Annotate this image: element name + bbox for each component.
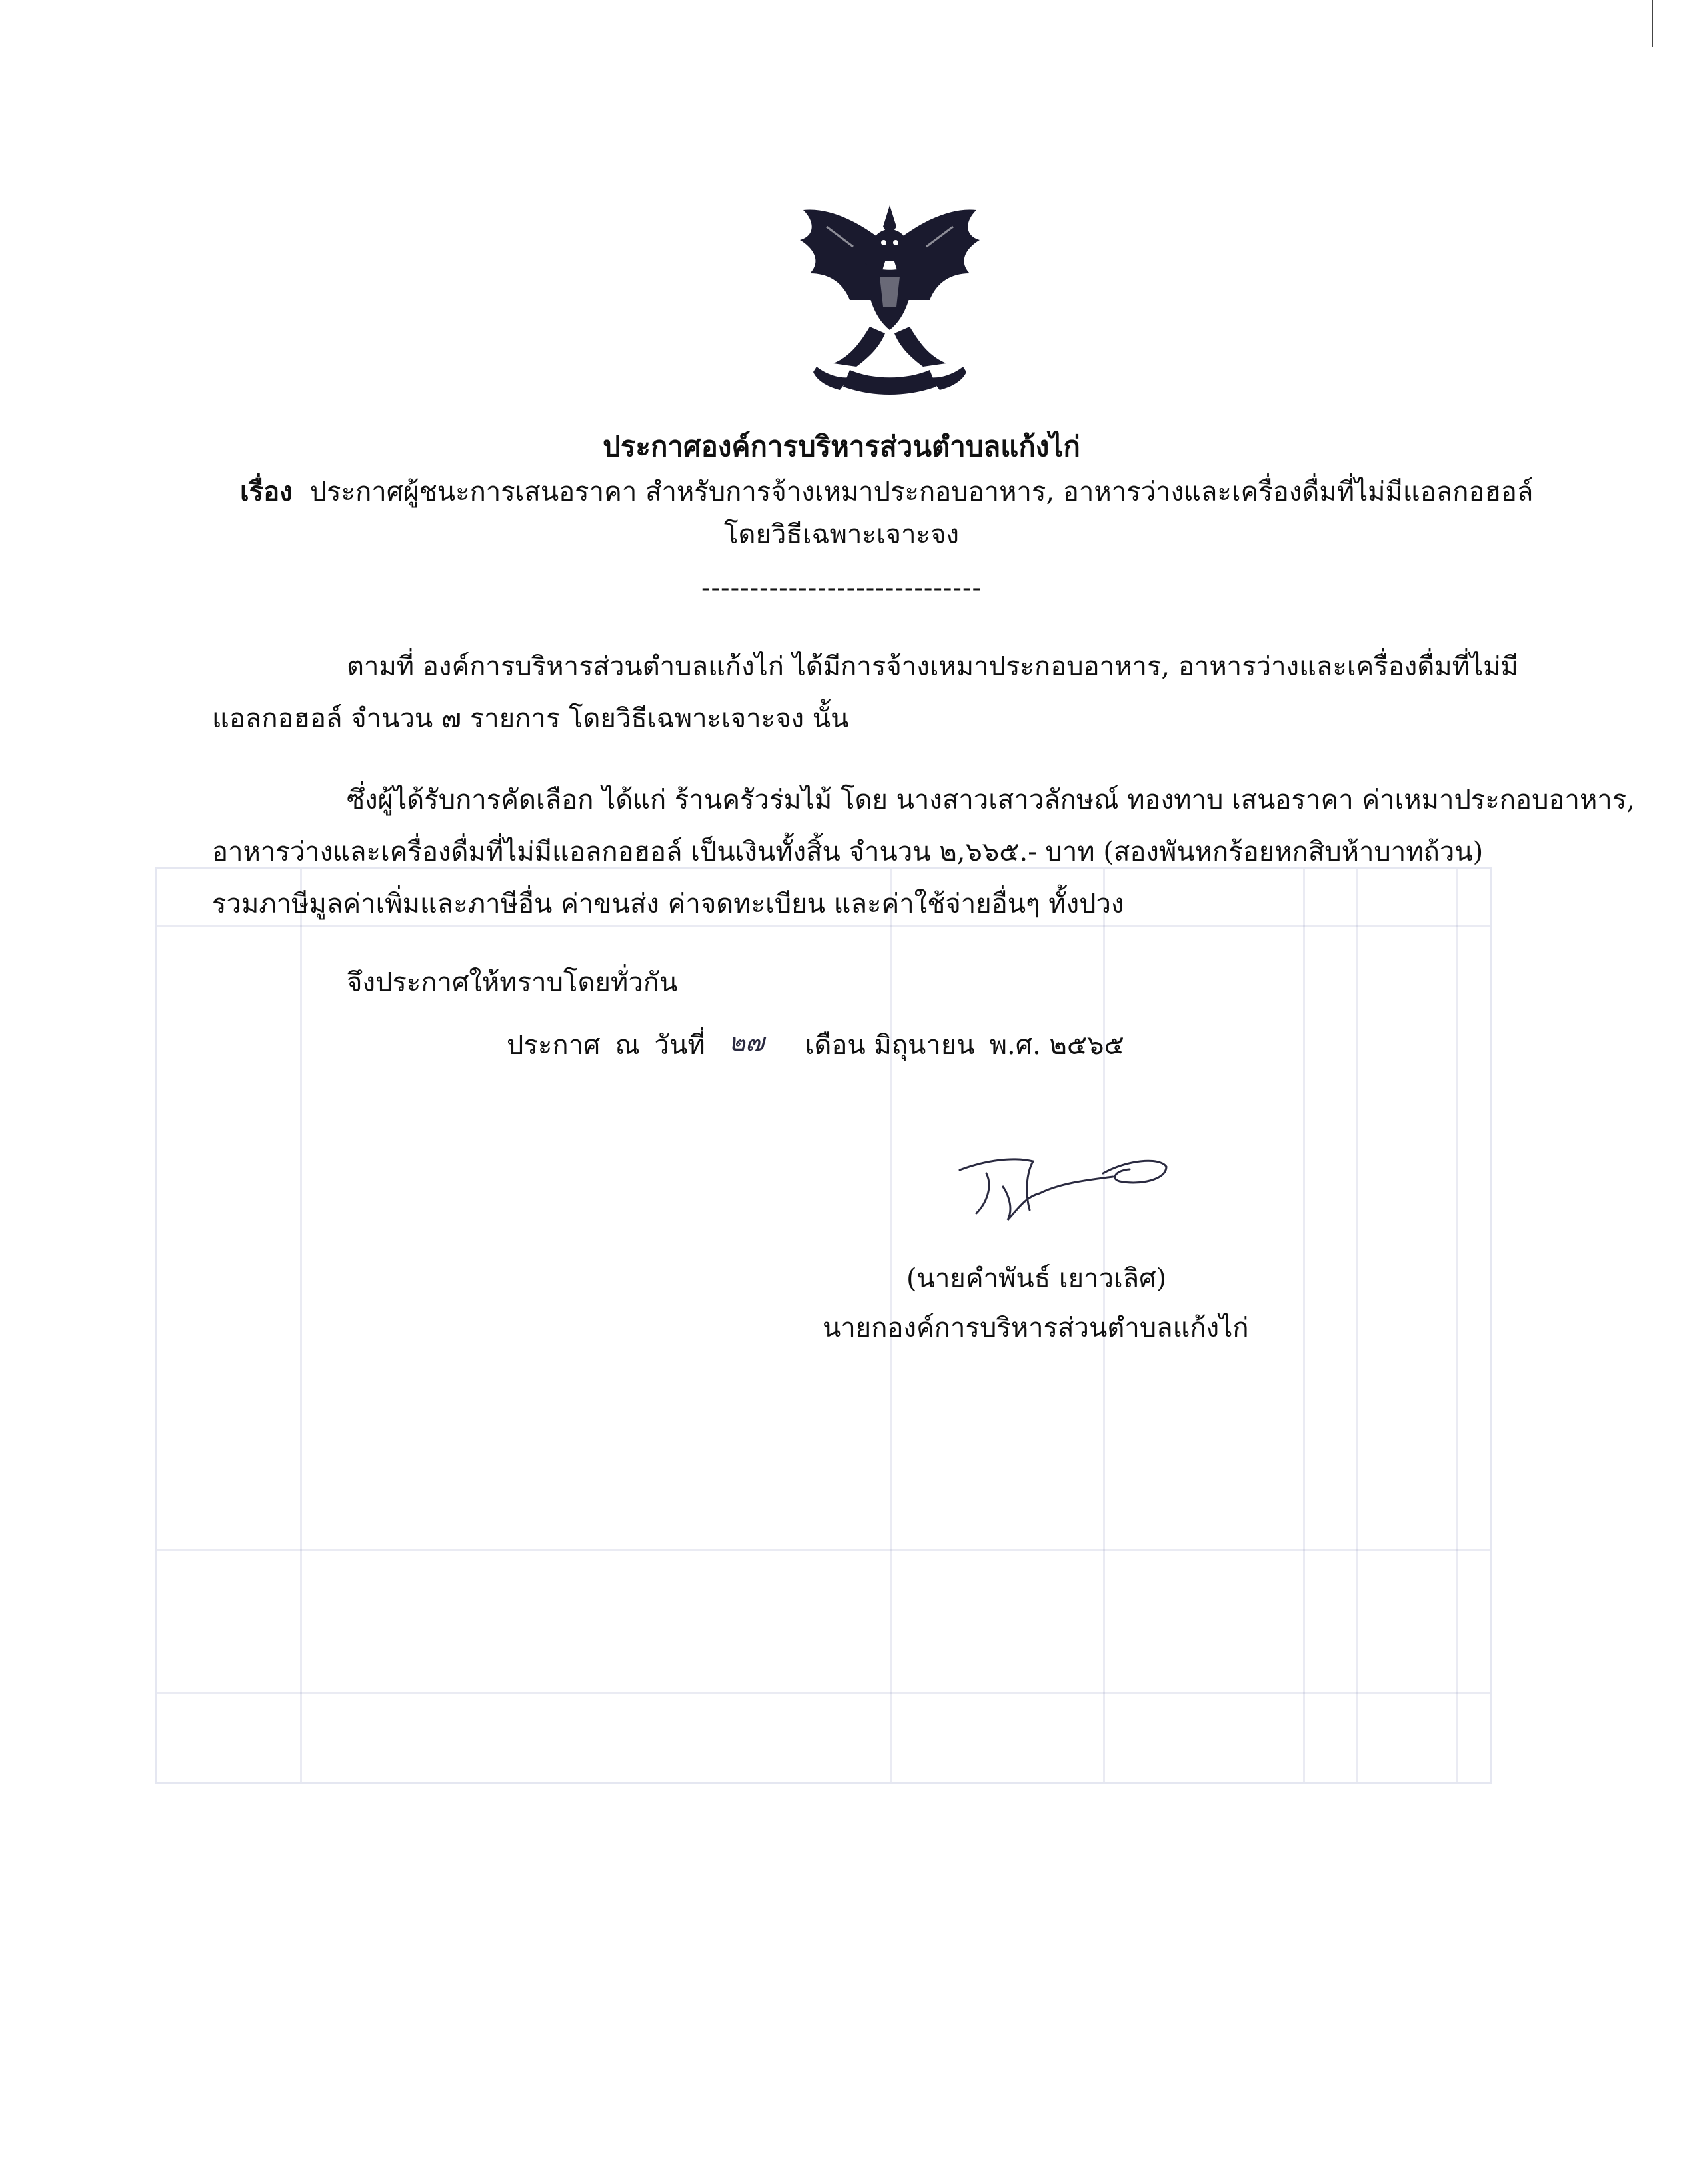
handwritten-day: [723, 1024, 797, 1061]
subject-label: เรื่อง: [240, 476, 293, 507]
document-title: ประกาศองค์การบริหารส่วนตำบลแก้งไก่: [603, 430, 1080, 463]
day-label: วันที่: [654, 1030, 705, 1061]
procurement-method: โดยวิธีเฉพาะเจาะจง: [723, 519, 960, 550]
announcement-line: จึงประกาศให้ทราบโดยทั่วกัน: [347, 967, 678, 998]
paragraph-2-line-3: รวมภาษีมูลค่าเพิ่มและภาษีอื่น ค่าขนส่ง ค่าจดทะเบียน และค่าใช้จ่ายอื่นๆ ทั้งปวง: [212, 889, 1124, 919]
section-divider: -----------------------------: [701, 573, 982, 603]
paragraph-2-line-2: อาหารว่างและเครื่องดื่มที่ไม่มีแอลกอฮอล์ เป็นเงินทั้งสิ้น จำนวน ๒,๖๖๕.- บาท (สองพันหกร้อยหกสิบห้าบาทถ้วน): [212, 837, 1484, 867]
date-line: [507, 1025, 1124, 1065]
handwritten-signature: [946, 1147, 1173, 1227]
date-at: ณ: [615, 1030, 640, 1061]
signer-name: (นายคำพันธ์ เยาวเลิศ): [906, 1263, 1167, 1294]
signer-position: นายกองค์การบริหารส่วนตำบลแก้งไก่: [823, 1313, 1249, 1343]
subject-text: ประกาศผู้ชนะการเสนอราคา สำหรับการจ้างเหมาประกอบอาหาร, อาหารว่างและเครื่องดื่มที่ไม่มีแอลกอฮอล์: [309, 477, 1534, 507]
paragraph-1-line-1: ตามที่ องค์การบริหารส่วนตำบลแก้งไก่ ได้มีการจ้างเหมาประกอบอาหาร, อาหารว่างและเครื่องดื่มที่ไม่มี: [347, 651, 1518, 682]
garuda-emblem: [787, 200, 993, 400]
svg-text:๒๗: ๒๗: [729, 1027, 765, 1057]
paragraph-1-line-2: แอลกอฮอล์ จำนวน ๗ รายการ โดยวิธีเฉพาะเจาะจง นั้น: [212, 703, 849, 734]
paragraph-2-line-1: ซึ่งผู้ได้รับการคัดเลือก ได้แก่ ร้านครัวร่มไม้ โดย นางสาวเสาวลักษณ์ ทองทาบ เสนอราคา ค่าเหมาประกอบอาหาร,: [347, 785, 1635, 815]
date-prefix: ประกาศ: [507, 1030, 601, 1061]
subject-line: [240, 472, 1533, 512]
month-label: เดือน มิถุนายน: [805, 1030, 975, 1061]
scan-edge-line: [1652, 0, 1653, 47]
year-label: พ.ศ. ๒๕๖๕: [989, 1030, 1124, 1061]
